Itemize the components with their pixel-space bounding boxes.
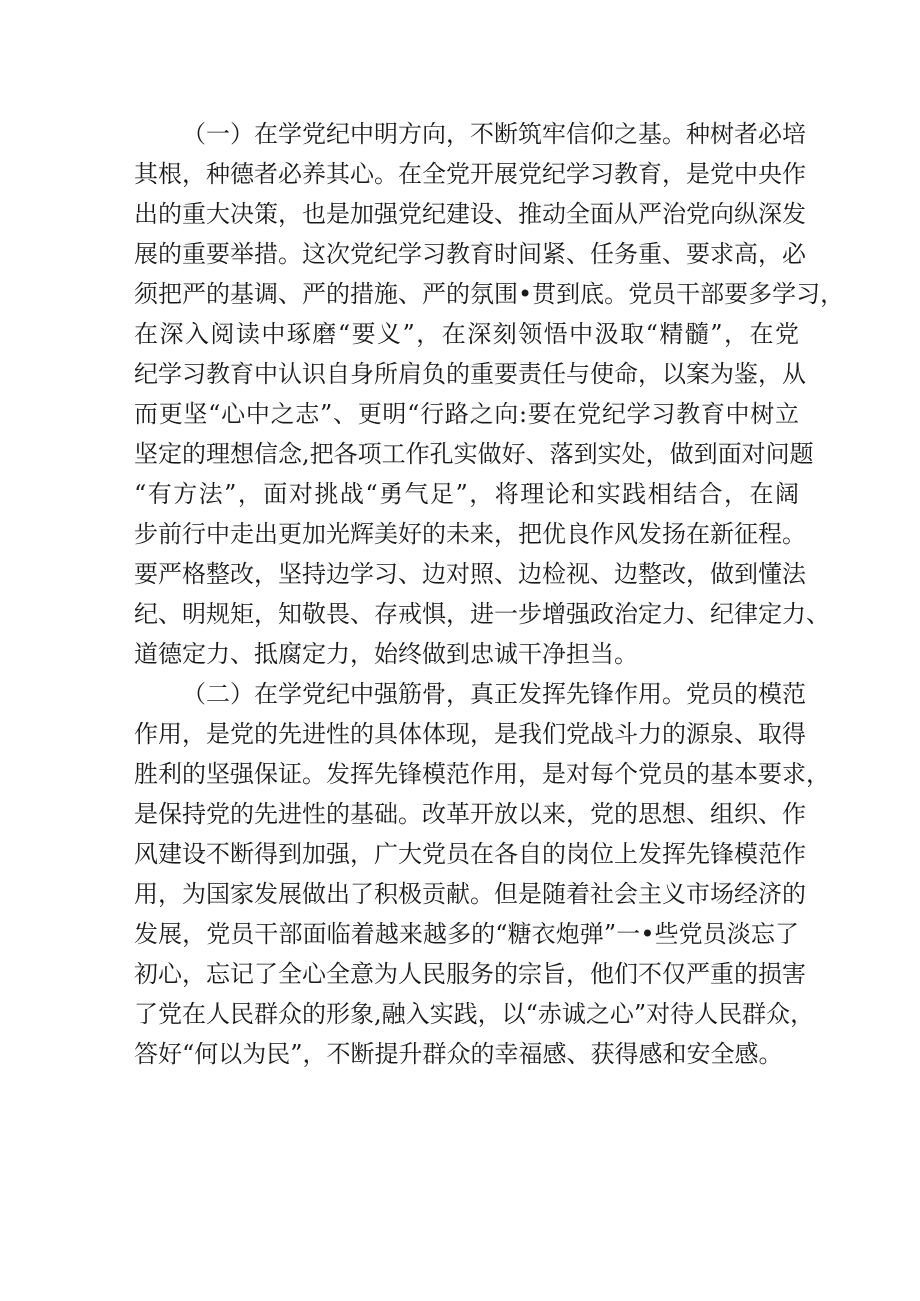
text-line: 坚定的理想信念,把各项工作孔实做好、落到实处，做到面对问题 xyxy=(134,440,814,468)
document-body xyxy=(134,114,845,1074)
text-line: 须把严的基调、严的措施、严的氛围•贯到底。党员干部要多学习， xyxy=(134,280,845,308)
text-line: “有方法”，面对挑战“勇气足”，将理论和实践相结合，在阔 xyxy=(134,480,799,508)
text-line: （二）在学党纪中强筋骨，真正发挥先锋作用。党员的模范 xyxy=(182,680,806,708)
text-line: 是保持党的先进性的基础。改革开放以来，党的思想、组织、作 xyxy=(134,800,806,828)
text-line: （一）在学党纪中明方向，不断筑牢信仰之基。种树者必培 xyxy=(182,120,806,148)
text-line: 出的重大决策，也是加强党纪建设、推动全面从严治党向纵深发 xyxy=(134,200,806,228)
text-line: 发展，党员干部面临着越来越多的“糖衣炮弹”一•些党员淡忘了 xyxy=(134,920,799,948)
text-line: 展的重要举措。这次党纪学习教育时间紧、任务重、要求高，必 xyxy=(134,240,806,268)
paragraph-1 xyxy=(134,114,845,674)
text-line: 其根，种德者必养其心。在全党开展党纪学习教育，是党中央作 xyxy=(134,160,806,188)
text-line: 用，为国家发展做出了积极贡献。但是随着社会主义市场经济的 xyxy=(134,880,806,908)
paragraph-2 xyxy=(134,674,830,1074)
text-line: 了党在人民群众的形象,融入实践，以“赤诚之心”对待人民群众， xyxy=(134,1000,815,1028)
text-line: 风建设不断得到加强，广大党员在各自的岗位上发挥先锋模范作 xyxy=(134,840,806,868)
text-line: 而更坚“心中之志”、更明“行路之向:要在党纪学习教育中树立 xyxy=(134,400,799,428)
text-line: 作用，是党的先进性的具体体现，是我们党战斗力的源泉、取得 xyxy=(134,720,806,748)
text-line: 答好“何以为民”，不断提升群众的幸福感、获得感和安全感。 xyxy=(134,1040,783,1068)
text-line: 要严格整改，坚持边学习、边对照、边检视、边整改，做到懂法 xyxy=(134,560,806,588)
text-line: 道德定力、抵腐定力，始终做到忠诚干净担当。 xyxy=(134,640,638,668)
text-line: 胜利的坚强保证。发挥先锋模范作用，是对每个党员的基本要求， xyxy=(134,760,830,788)
text-line: 纪学习教育中认识自身所肩负的重要责任与使命，以案为鉴，从 xyxy=(134,360,806,388)
text-line: 在深入阅读中琢磨“要义”，在深刻领悟中汲取“精髓”，在党 xyxy=(134,320,799,348)
text-line: 初心，忘记了全心全意为人民服务的宗旨，他们不仅严重的损害 xyxy=(134,960,806,988)
text-line: 步前行中走出更加光辉美好的未来，把优良作风发扬在新征程。 xyxy=(134,520,806,548)
text-line: 纪、明规矩，知敬畏、存戒惧，进一步增强政治定力、纪律定力、 xyxy=(134,600,830,628)
